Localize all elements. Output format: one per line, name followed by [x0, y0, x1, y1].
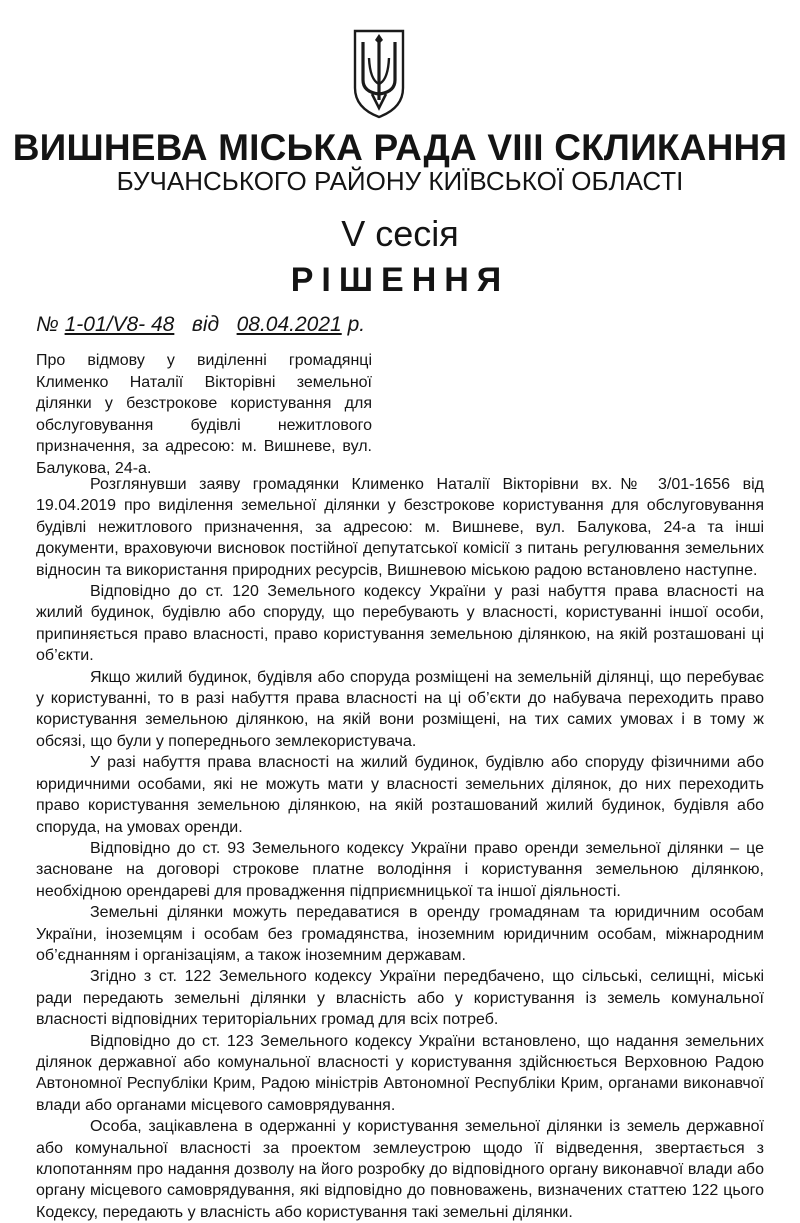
body-paragraph: Відповідно до ст. 123 Земельного кодексу України встановлено, що надання земельних ділянок державної або комунальної власності у користування здійснюється Верховною Радою Автономної Республіки Крим, Радою міністрів Автономної Республіки Крим, органами виконавчої влади або органами місцевого самоврядування.	[36, 1032, 764, 1114]
decision-date: 08.04.2021	[236, 313, 342, 336]
body-paragraph: У разі набуття права власності на жилий будинок, будівлю або споруду фізичними або юридичними особами, які не можуть мати у власності земельних ділянок, до них переходить право користування земельною ділянкою, на якій розташований жилий будинок, будівля або споруда, на умовах оренди.	[36, 754, 764, 836]
body-paragraph: Розглянувши заяву громадянки Клименко Наталії Вікторівни вх.№ 3/01-1656 від 19.04.2019 про виділення земельної ділянки у безстрокове користування для обслуговування будівлі нежитлового призначення, за адресою: м. Вишневе, вул. Балукова, 24-а та інші документи, враховуючи висновок постійної депутатської комісії з питань регулювання земельних відносин та використання природних ресурсів, Вишневою міською радою встановлено наступне.	[36, 476, 764, 579]
body-paragraph: Відповідно до ст. 93 Земельного кодексу України право оренди земельної ділянки – це засноване на договорі строкове платне володіння і користування земельною ділянкою, необхідною орендареві для провадження підприємницької та іншої діяльності.	[36, 839, 764, 900]
year-suffix: р.	[347, 313, 366, 336]
decision-number-line	[36, 312, 365, 338]
from-word: від	[191, 313, 220, 336]
body-paragraph: Якщо жилий будинок, будівля або споруда розміщені на земельній ділянці, що перебуває у користуванні, то в разі набуття права власності на ці об’єкти до набувача переходить право користування земельною ділянкою, на якій вони розміщені, на тих самих умовах і в тому ж обсязі, що були у попереднього землекористувача.	[36, 668, 764, 750]
trident-coat-of-arms-icon	[352, 28, 406, 120]
decision-subject: Про відмову у виділенні громадянці Клименко Наталії Вікторівні земельної ділянки у безстрокове користування для обслуговування будівлі нежитлового призначення, за адресою: м. Вишневе, вул. Балукова, 24-а.	[36, 352, 372, 477]
session-title: V сесія	[341, 213, 459, 254]
district-name: БУЧАНСЬКОГО РАЙОНУ КИЇВСЬКОЇ ОБЛАСТІ	[116, 166, 684, 196]
body-paragraph: Відповідно до ст. 120 Земельного кодексу України у разі набуття права власності на жилий будинок, будівлю або споруду, що перебувають у власності, користуванні іншої особи, припиняється право власності, право користування земельною ділянкою, на якій розташовані ці об’єкти.	[36, 583, 764, 665]
body-paragraph: Згідно з ст. 122 Земельного кодексу України передбачено, що сільські, селищні, міські ради передають земельні ділянки у власність або у користування із земель комунальної власності відповідних територіальних громад для всіх потреб.	[36, 968, 764, 1029]
decision-body	[36, 474, 764, 1223]
body-paragraph: Земельні ділянки можуть передаватися в оренду громадянам та юридичним особам України, іноземцям і особам без громадянства, іноземним юридичним особам, міжнародним об’єднанням і організаціям, а також іноземним державам.	[36, 904, 764, 964]
council-name: ВИШНЕВА МІСЬКА РАДА VIII СКЛИКАННЯ	[12, 127, 788, 168]
document-type-title: РІШЕННЯ	[290, 261, 510, 299]
decision-number: 1-01/V8- 48	[64, 313, 175, 336]
number-prefix: №	[36, 313, 59, 336]
body-paragraph: Особа, зацікавлена в одержанні у користування земельної ділянки із земель державної або комунальної власності за проектом землеустрою щодо її відведення, звертається з клопотанням про надання дозволу на його розробку до відповідного органу виконавчої влади або органу місцевого самоврядування, які відповідно до повноважень, визначених статтею 122 цього Кодексу, передають у власність або користування такі земельні ділянки.	[36, 1118, 764, 1221]
